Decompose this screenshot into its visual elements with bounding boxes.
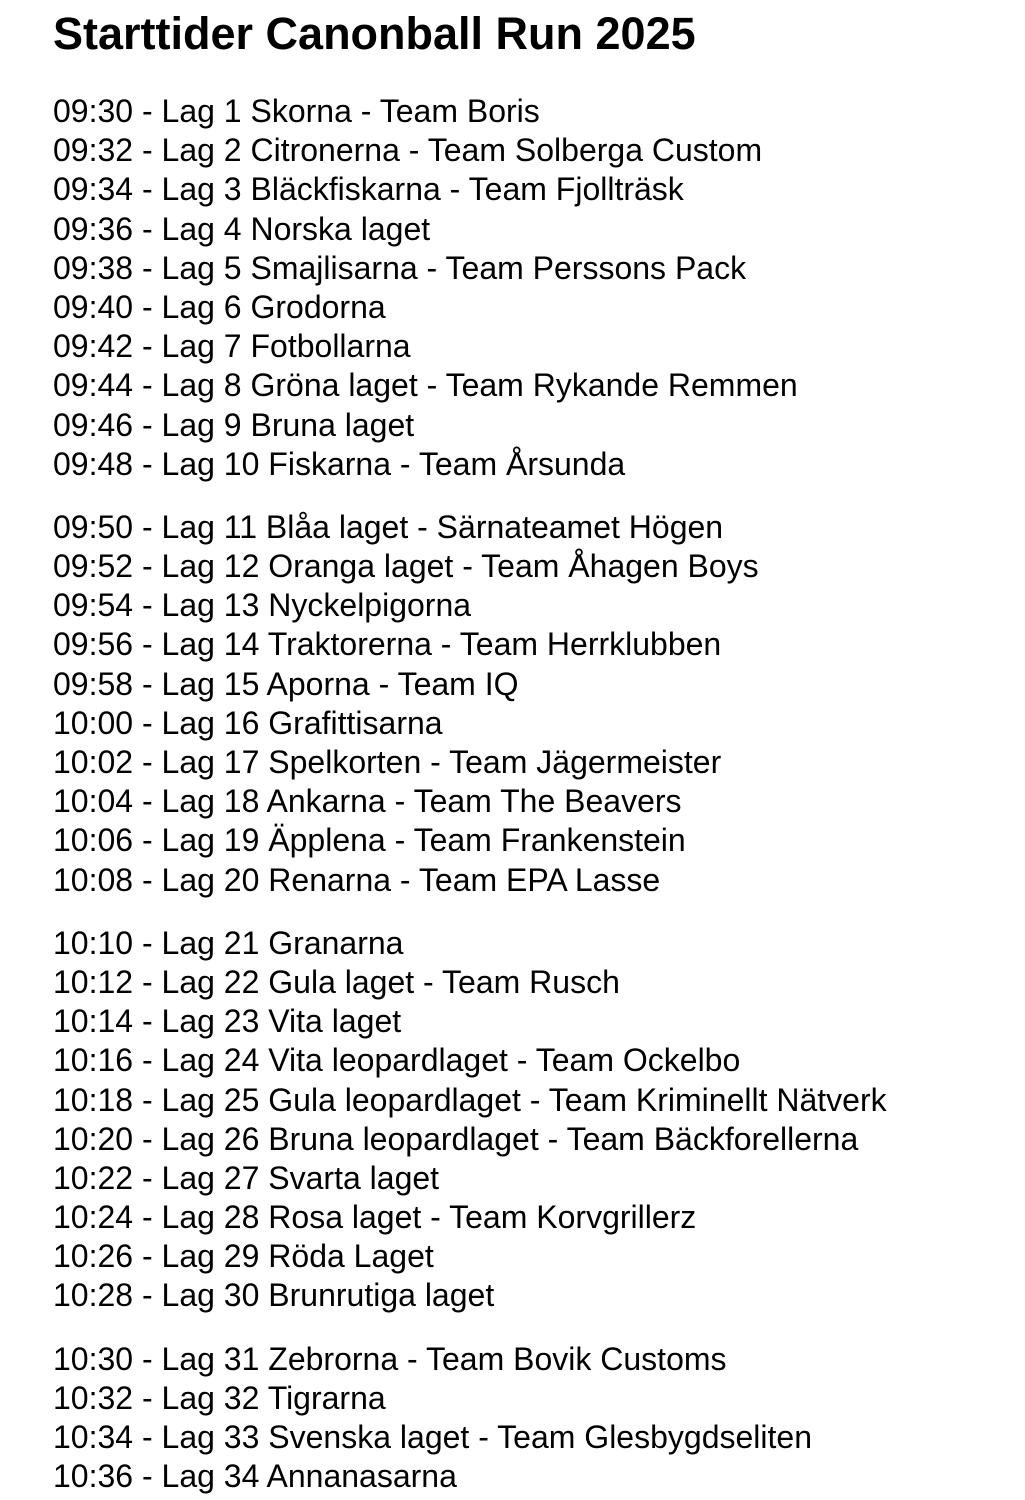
start-entry: 09:46 - Lag 9 Bruna laget [53, 406, 415, 443]
start-group-1 [53, 92, 1003, 484]
page-title: Starttider Canonball Run 2025 [53, 8, 696, 59]
start-entry: 10:04 - Lag 18 Ankarna - Team The Beavers [53, 783, 682, 820]
start-entry: 10:12 - Lag 22 Gula laget - Team Rusch [53, 963, 620, 1000]
start-group-3 [53, 924, 1003, 1316]
start-entry: 10:10 - Lag 21 Granarna [53, 924, 404, 961]
start-entry: 09:30 - Lag 1 Skorna - Team Boris [53, 93, 540, 129]
start-entry: 09:56 - Lag 14 Traktorerna - Team Herrklubben [53, 626, 722, 663]
start-entry: 09:32 - Lag 2 Citronerna - Team Solberga Custom [53, 132, 763, 169]
start-entry: 09:38 - Lag 5 Smajlisarna - Team Perssons Pack [53, 249, 747, 286]
start-entry: 09:42 - Lag 7 Fotbollarna [53, 328, 411, 365]
start-entry: 10:06 - Lag 19 Äpplena - Team Frankenstein [53, 822, 686, 859]
start-entry: 10:14 - Lag 23 Vita laget [53, 1003, 402, 1040]
start-entry: 10:36 - Lag 34 Annanasarna [53, 1458, 457, 1495]
start-entry: 10:34 - Lag 33 Svenska laget - Team Glesbygdseliten [53, 1419, 812, 1455]
start-entry: 10:16 - Lag 24 Vita leopardlaget - Team Ockelbo [53, 1042, 741, 1079]
start-entry: 10:32 - Lag 32 Tigrarna [53, 1379, 386, 1416]
start-entry: 10:22 - Lag 27 Svarta laget [53, 1159, 440, 1196]
start-entry: 10:02 - Lag 17 Spelkorten - Team Jägermeister [53, 744, 722, 780]
start-entry: 10:08 - Lag 20 Renarna - Team EPA Lasse [53, 861, 661, 898]
document-page [53, 0, 1003, 1496]
start-entry: 09:44 - Lag 8 Gröna laget - Team Rykande Remmen [53, 367, 798, 404]
start-entry: 10:00 - Lag 16 Grafittisarna [53, 704, 443, 741]
start-entry: 10:30 - Lag 31 Zebrorna - Team Bovik Customs [53, 1340, 727, 1377]
start-entry: 10:26 - Lag 29 Röda Laget [53, 1238, 434, 1275]
start-entry: 09:52 - Lag 12 Oranga laget - Team Åhagen Boys [53, 548, 759, 585]
start-entry: 09:54 - Lag 13 Nyckelpigorna [53, 587, 472, 624]
start-entry: 10:20 - Lag 26 Bruna leopardlaget - Team Bäckforellerna [53, 1120, 859, 1157]
start-entry: 09:58 - Lag 15 Aporna - Team IQ [53, 665, 519, 702]
start-entry: 09:40 - Lag 6 Grodorna [53, 288, 386, 325]
start-entry: 10:18 - Lag 25 Gula leopardlaget - Team Kriminellt Nätverk [53, 1081, 887, 1118]
start-group-4 [53, 1340, 1003, 1497]
start-entry: 09:36 - Lag 4 Norska laget [53, 210, 431, 247]
start-entry: 09:50 - Lag 11 Blåa laget - Särnateamet Högen [53, 508, 724, 545]
start-entry: 10:24 - Lag 28 Rosa laget - Team Korvgrillerz [53, 1199, 697, 1236]
start-entry: 10:28 - Lag 30 Brunrutiga laget [53, 1277, 495, 1314]
start-group-2 [53, 508, 1003, 900]
start-entry: 09:34 - Lag 3 Bläckfiskarna - Team Fjollträsk [53, 171, 684, 208]
start-entry: 09:48 - Lag 10 Fiskarna - Team Årsunda [53, 445, 626, 482]
